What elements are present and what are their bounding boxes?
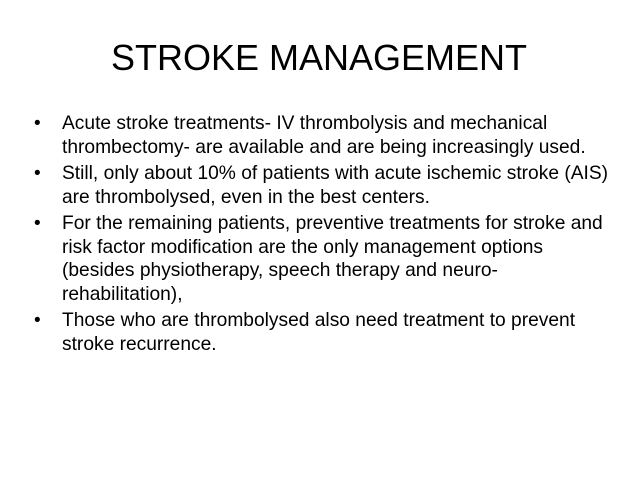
bullet-text: For the remaining patients, preventive treatments for stroke and risk factor modification are the only management options (besides physiotherapy, speech therapy and neuro-rehabilitation), (62, 213, 603, 305)
bullet-item-4 (34, 309, 614, 356)
bullet-item-3 (34, 212, 614, 306)
bullet-text: Still, only about 10% of patients with acute ischemic stroke (AIS) are thrombolysed, even in the best centers. (62, 163, 609, 208)
bullet-icon: • (34, 310, 41, 331)
bullet-text: Acute stroke treatments- IV thrombolysis and mechanical thrombectomy- are available and are being increasingly used. (62, 113, 586, 158)
bullet-list (34, 112, 614, 359)
bullet-item-1 (34, 112, 614, 159)
bullet-icon: • (34, 163, 41, 184)
bullet-item-2 (34, 162, 614, 209)
slide-title: STROKE MANAGEMENT (110, 37, 528, 78)
bullet-icon: • (34, 213, 41, 234)
bullet-icon: • (34, 113, 41, 134)
bullet-text: Those who are thrombolysed also need treatment to prevent stroke recurrence. (62, 310, 576, 355)
